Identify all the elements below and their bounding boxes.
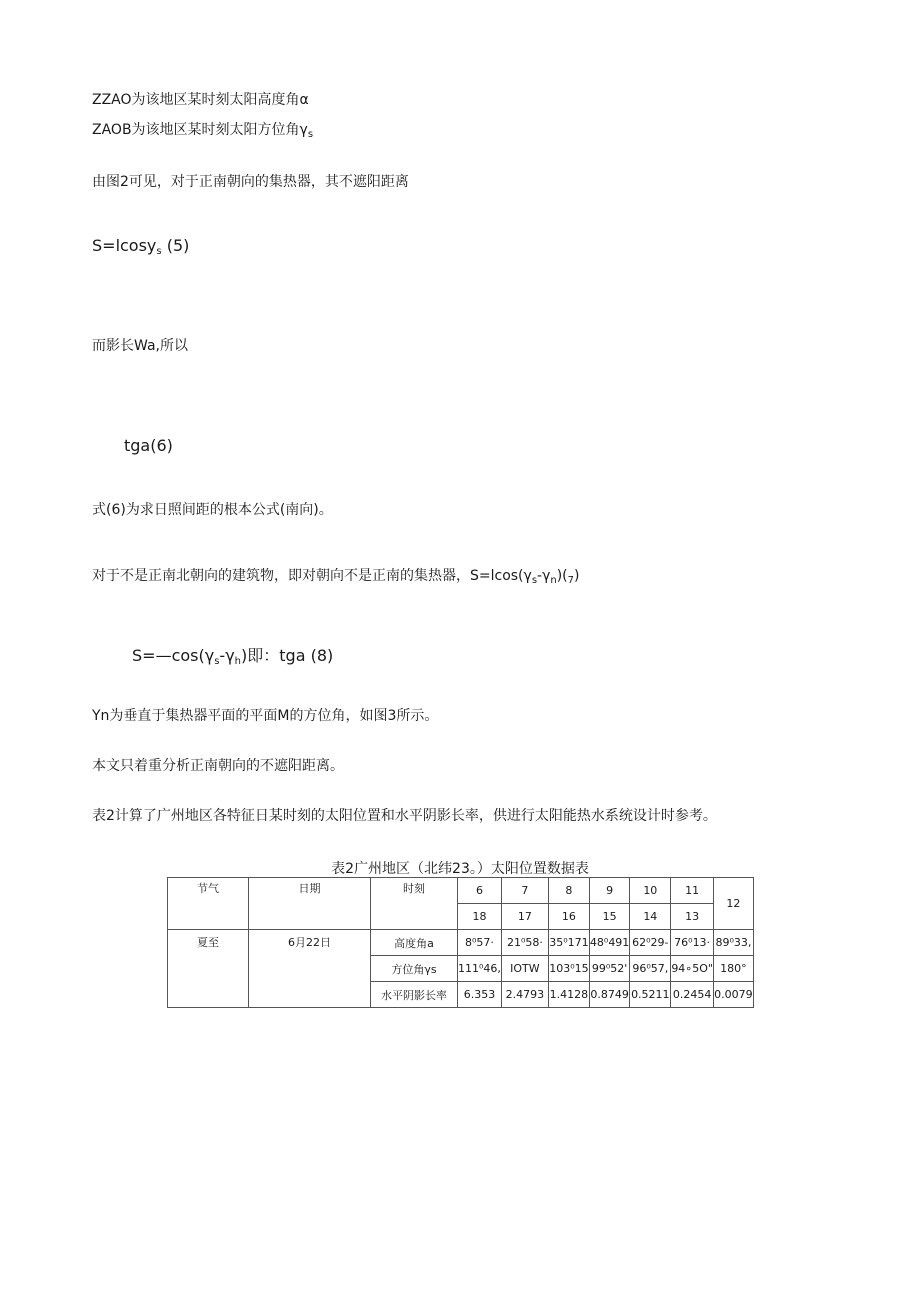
text-line-yn-definition: Yn为垂直于集热器平面的平面M的方位角，如图3所示。 bbox=[92, 708, 439, 724]
text-line-focus: 本文只着重分析正南朝向的不遮阳距离。 bbox=[92, 758, 344, 774]
row-label: 高度角a bbox=[371, 930, 458, 956]
formula-8 bbox=[132, 646, 333, 672]
formula-5 bbox=[92, 236, 189, 262]
solar-position-table bbox=[167, 877, 754, 1008]
non-south-sub-n: n bbox=[550, 575, 557, 586]
non-south-minus: -γ bbox=[537, 568, 551, 584]
non-south-eq-number: 7 bbox=[567, 575, 575, 586]
header-hour: 9 15 bbox=[589, 878, 629, 930]
azimuth-text: ZAOB为该地区某时刻太阳方位角γ bbox=[92, 122, 308, 138]
table-header-row bbox=[168, 878, 754, 930]
table-cell: 89⁰33, bbox=[713, 930, 753, 956]
formula-8-main: S=—cos(γ bbox=[132, 646, 215, 665]
non-south-close: ) bbox=[574, 568, 580, 584]
text-line-non-south bbox=[92, 566, 580, 591]
table-cell: 94∘5O" bbox=[671, 956, 714, 982]
header-season: 节气 bbox=[168, 878, 249, 930]
table-cell: 103⁰15 bbox=[548, 956, 589, 982]
table-cell: IOTW bbox=[501, 956, 548, 982]
table-cell: 0.2454 bbox=[671, 982, 714, 1008]
formula-5-sub: s bbox=[156, 246, 162, 257]
table-cell: 96⁰57, bbox=[630, 956, 671, 982]
header-date: 日期 bbox=[249, 878, 371, 930]
table-cell: 48⁰491 bbox=[589, 930, 629, 956]
table-cell: 0.8749 bbox=[589, 982, 629, 1008]
table-cell: 6.353 bbox=[458, 982, 502, 1008]
cell-season: 夏至 bbox=[168, 930, 249, 1008]
table-cell: 8⁰57· bbox=[458, 930, 502, 956]
row-label: 水平阴影长率 bbox=[371, 982, 458, 1008]
formula-8-tail: )即：tga (8) bbox=[241, 646, 334, 665]
formula-5-number: (5) bbox=[166, 236, 190, 255]
header-hour: 10 14 bbox=[630, 878, 671, 930]
text-line-shadow-length: 而影长Wa,所以 bbox=[92, 338, 188, 354]
non-south-text: 对于不是正南北朝向的建筑物，即对朝向不是正南的集热器，S=lcos(γ bbox=[92, 568, 532, 584]
table-cell: 21⁰58· bbox=[501, 930, 548, 956]
text-line-table-intro: 表2计算了广州地区各特征日某时刻的太阳位置和水平阴影长率，供进行太阳能热水系统设计时参考。 bbox=[92, 808, 717, 824]
cell-date: 6月22日 bbox=[249, 930, 371, 1008]
header-hour: 11 13 bbox=[671, 878, 714, 930]
non-south-sub-s: s bbox=[531, 575, 538, 586]
text-line-altitude-angle: ZZAO为该地区某时刻太阳高度角α bbox=[92, 92, 309, 108]
formula-8-sub-h: h bbox=[234, 656, 242, 667]
table-cell: 180° bbox=[713, 956, 753, 982]
table-caption: 表2广州地区（北纬23。）太阳位置数据表 bbox=[331, 861, 589, 877]
azimuth-sub: s bbox=[307, 129, 314, 140]
text-line-shade-distance: 由图2可见，对于正南朝向的集热器，其不遮阳距离 bbox=[92, 174, 409, 190]
header-time: 时刻 bbox=[371, 878, 458, 930]
formula-8-sub-s: s bbox=[214, 656, 220, 667]
table-cell: 0.0079 bbox=[713, 982, 753, 1008]
table-cell: 99⁰52' bbox=[589, 956, 629, 982]
table-cell: 35⁰171 bbox=[548, 930, 589, 956]
table-cell: 1.4128 bbox=[548, 982, 589, 1008]
row-label: 方位角γs bbox=[371, 956, 458, 982]
formula-5-main: S=lcosy bbox=[92, 236, 157, 255]
non-south-paren: )( bbox=[556, 568, 568, 584]
formula-8-minus: -γ bbox=[219, 646, 235, 665]
table-cell: 111⁰46, bbox=[458, 956, 502, 982]
header-hour: 6 18 bbox=[458, 878, 502, 930]
formula-6: tga(6) bbox=[124, 436, 173, 455]
table-row-altitude bbox=[168, 930, 754, 956]
text-line-formula-6-note: 式(6)为求日照间距的根本公式(南向)。 bbox=[92, 502, 333, 518]
table-cell: 0.5211 bbox=[630, 982, 671, 1008]
header-hour: 7 17 bbox=[501, 878, 548, 930]
table-cell: 62⁰29- bbox=[630, 930, 671, 956]
table-cell: 76⁰13· bbox=[671, 930, 714, 956]
header-noon: 12 bbox=[713, 878, 753, 930]
text-line-azimuth-angle bbox=[92, 120, 313, 145]
table-cell: 2.4793 bbox=[501, 982, 548, 1008]
header-hour: 8 16 bbox=[548, 878, 589, 930]
